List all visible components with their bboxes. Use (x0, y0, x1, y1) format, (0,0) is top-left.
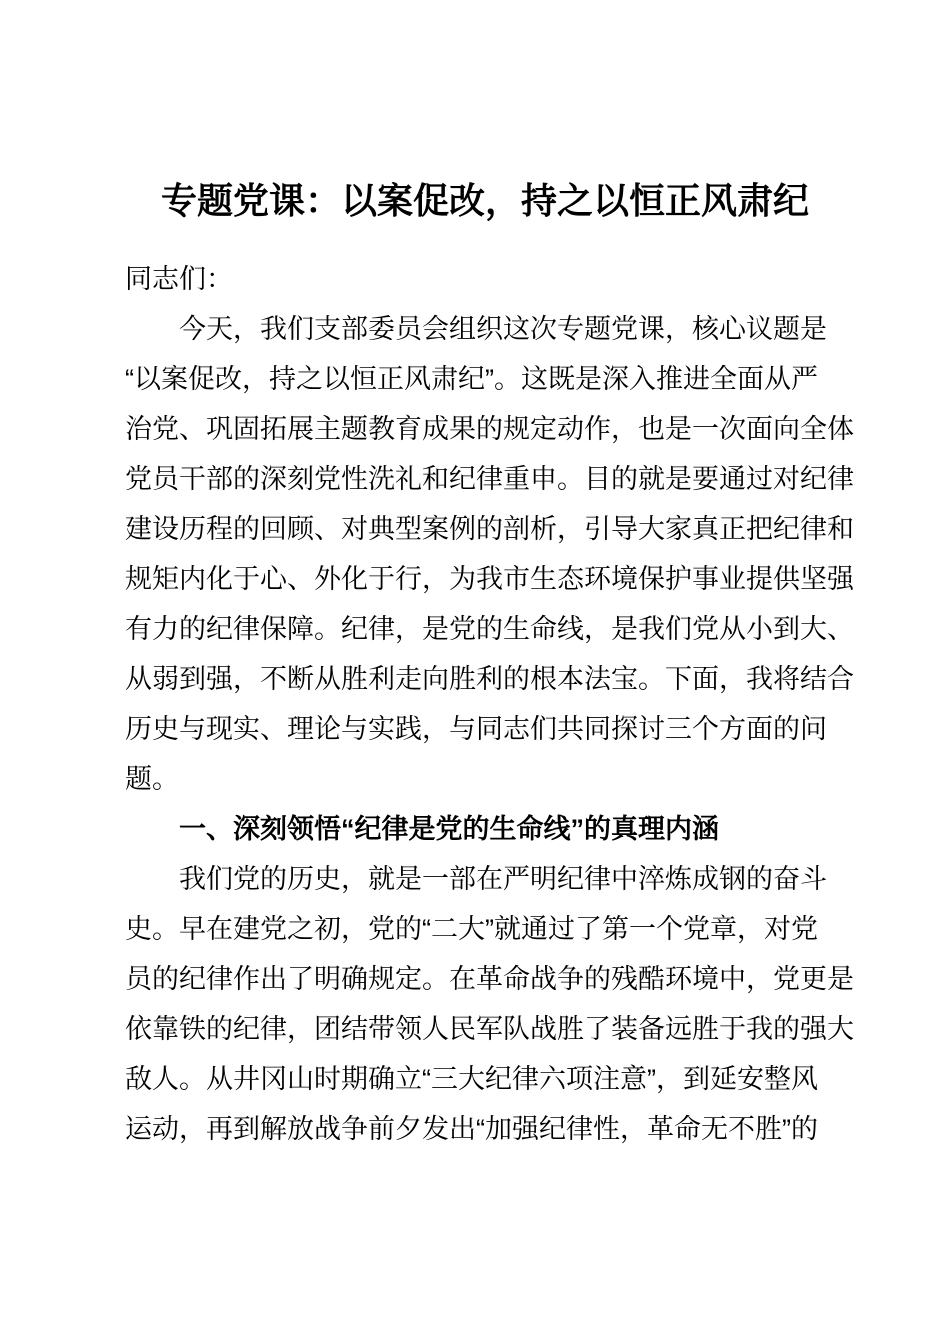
body-line: 治党、巩固拓展主题教育成果的规定动作，也是一次面向全体 (125, 414, 854, 444)
body-line: “以案促改，持之以恒正风肃纪”。这既是深入推进全面从严 (125, 364, 818, 394)
body-line: 党员干部的深刻党性洗礼和纪律重申。目的就是要通过对纪律 (125, 464, 854, 494)
body-line: 规矩内化于心、外化于行，为我市生态环境保护事业提供坚强 (125, 564, 854, 594)
body-line: 运动，再到解放战争前夕发出“加强纪律性，革命无不胜”的 (125, 1114, 818, 1144)
body-line: 从弱到强，不断从胜利走向胜利的根本法宝。下面，我将结合 (125, 664, 854, 694)
document-content (125, 176, 854, 1154)
body-lines (125, 304, 854, 1154)
document-title: 专题党课：以案促改，持之以恒正风肃纪 (160, 180, 809, 221)
body-line: 我们党的历史，就是一部在严明纪律中淬炼成钢的奋斗 (179, 864, 827, 894)
body-line: 敌人。从井冈山时期确立“三大纪律六项注意”，到延安整风 (125, 1064, 818, 1094)
section-heading: 一、深刻领悟“纪律是党的生命线”的真理内涵 (179, 814, 719, 844)
body-line: 今天，我们支部委员会组织这次专题党课，核心议题是 (179, 314, 827, 344)
body-line: 建设历程的回顾、对典型案例的剖析，引导大家真正把纪律和 (125, 514, 854, 544)
body-line: 员的纪律作出了明确规定。在革命战争的残酷环境中，党更是 (125, 964, 854, 994)
body-line: 历史与现实、理论与实践，与同志们共同探讨三个方面的问 (125, 714, 827, 744)
body-line: 依靠铁的纪律，团结带领人民军队战胜了装备远胜于我的强大 (125, 1014, 854, 1044)
salutation-line: 同志们： (125, 264, 233, 294)
body-line: 有力的纪律保障。纪律，是党的生命线，是我们党从小到大、 (125, 614, 854, 644)
body-line: 史。早在建党之初，党的“二大”就通过了第一个党章，对党 (125, 914, 818, 944)
body-line: 题。 (125, 764, 179, 794)
